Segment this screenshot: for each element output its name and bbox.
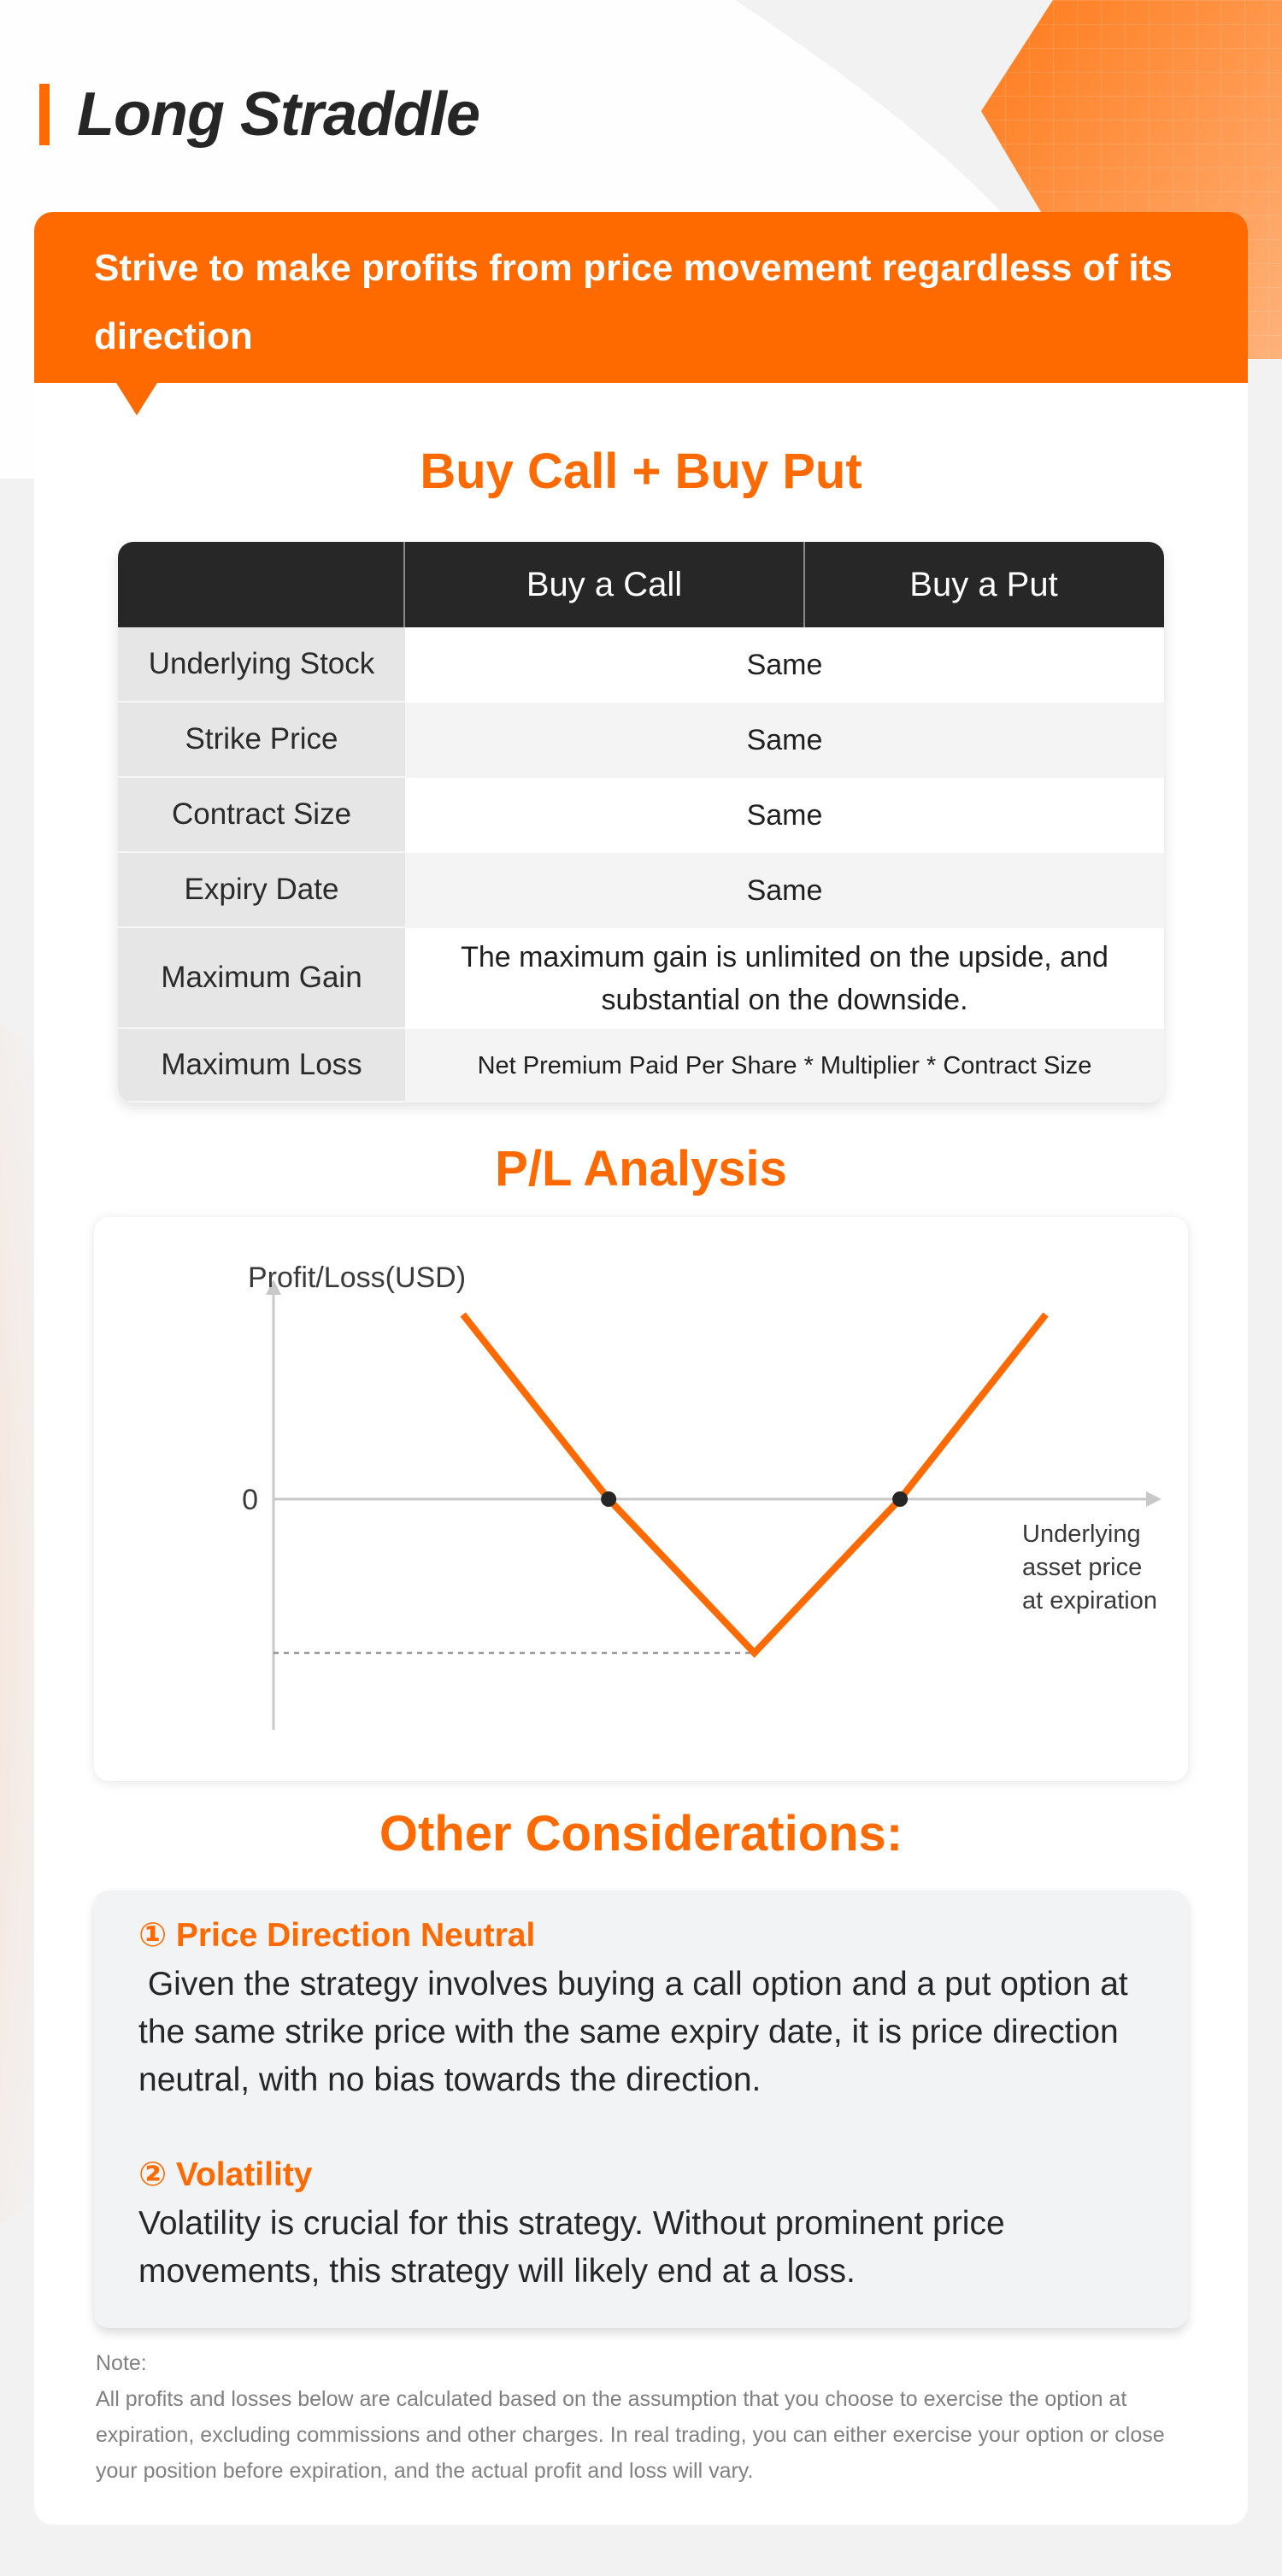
row-label: Maximum Gain bbox=[118, 928, 405, 1029]
table-row bbox=[118, 928, 1164, 1029]
row-label: Strike Price bbox=[118, 703, 405, 778]
consideration-heading: ② Volatility bbox=[138, 2156, 313, 2193]
table-header-blank bbox=[118, 542, 405, 627]
consideration-item bbox=[138, 2150, 1156, 2296]
row-value: Same bbox=[405, 703, 1164, 778]
row-value: The maximum gain is unlimited on the upside, and substantial on the downside. bbox=[461, 941, 1109, 1016]
row-label: Contract Size bbox=[118, 778, 405, 853]
page-title bbox=[39, 74, 479, 156]
table-row bbox=[118, 778, 1164, 853]
tagline-banner bbox=[34, 212, 1248, 383]
row-value: Same bbox=[746, 799, 823, 832]
title-accent-bar bbox=[39, 84, 50, 145]
x-axis-label: Underlying asset price at expiration bbox=[1022, 1520, 1157, 1614]
consideration-body: Given the strategy involves buying a call option and a put option at the same strike price with the same expiry date, it is price direction neutral, with no bias towards the direction. bbox=[138, 1966, 1138, 2098]
breakeven-point bbox=[601, 1491, 616, 1507]
header-buy-call: Buy a Call bbox=[405, 542, 805, 627]
table-row bbox=[118, 627, 1164, 703]
row-label: Maximum Loss bbox=[118, 1029, 405, 1103]
page-title-text: Long Straddle bbox=[77, 80, 479, 149]
table-row bbox=[118, 1029, 1164, 1103]
other-considerations-title: Other Considerations: bbox=[379, 1806, 903, 1861]
row-label: Expiry Date bbox=[118, 853, 405, 928]
pl-series-line bbox=[463, 1314, 1046, 1653]
y-tick-label: 0 bbox=[242, 1484, 258, 1516]
strategy-title: Buy Call + Buy Put bbox=[420, 444, 862, 499]
row-label: Underlying Stock bbox=[118, 627, 405, 703]
breakeven-point bbox=[892, 1491, 908, 1507]
note-label: Note: bbox=[96, 2351, 147, 2375]
consideration-heading: ① Price Direction Neutral bbox=[138, 1917, 536, 1954]
y-axis-label: Profit/Loss(USD) bbox=[248, 1262, 467, 1294]
footnote bbox=[96, 2345, 1207, 2489]
table-row bbox=[118, 853, 1164, 928]
consideration-item bbox=[138, 1911, 1156, 2104]
pl-chart bbox=[94, 1217, 1188, 1781]
considerations-box bbox=[94, 1891, 1188, 2328]
row-value: Net Premium Paid Per Share * Multiplier * Contract Size bbox=[405, 1029, 1164, 1103]
header-buy-put: Buy a Put bbox=[909, 565, 1058, 603]
tagline-pointer bbox=[116, 383, 157, 415]
tagline-text: Strive to make profits from price movement regardless of its direction bbox=[94, 247, 1173, 357]
table-row bbox=[118, 703, 1164, 778]
table-header bbox=[118, 542, 1164, 627]
consideration-body: Volatility is crucial for this strategy. Without prominent price movements, this strategy will likely end at a loss. bbox=[138, 2205, 1014, 2290]
row-value: Same bbox=[405, 853, 1164, 928]
row-value: Same bbox=[746, 649, 823, 681]
pl-chart-svg bbox=[94, 1217, 1188, 1781]
strategy-table bbox=[118, 542, 1164, 1103]
note-text: All profits and losses below are calculated based on the assumption that you choose to exercise the option at expiration, excluding commissions and other charges. In real trading, you can either exercise your option or close your position before expiration, and the actual profit and loss will vary. bbox=[96, 2387, 1165, 2483]
pl-analysis-title: P/L Analysis bbox=[495, 1141, 787, 1197]
